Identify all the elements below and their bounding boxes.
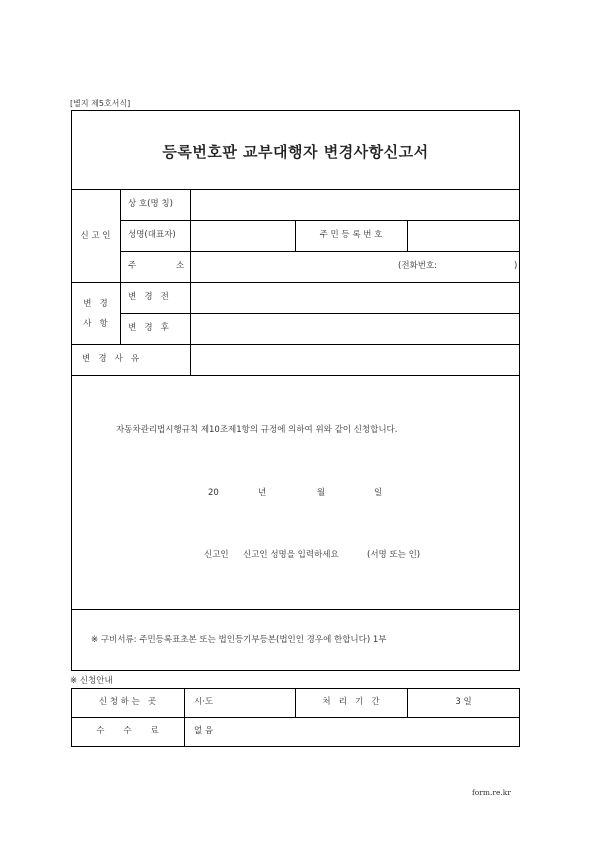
office-label: 신 청 하 는 곳 <box>98 697 157 707</box>
period-value: 3 일 <box>455 697 472 707</box>
address-field[interactable] <box>191 252 519 282</box>
phone-close: ) <box>514 261 518 271</box>
date-year-unit: 년 <box>258 488 267 498</box>
signer-name-field[interactable]: 신고인 성명을 입력하세요 <box>243 550 339 560</box>
date-day-unit: 일 <box>374 488 383 498</box>
fee-label: 수 수 료 <box>96 726 159 736</box>
phone-label: (전화번호: <box>398 261 438 271</box>
applicant-group-label: 신 고 인 <box>80 231 111 241</box>
form-number: [별지 제5호서식] <box>70 99 131 108</box>
company-name-label: 상 호(명 칭) <box>128 199 173 209</box>
resident-number-label: 주 민 등 록 번 호 <box>319 230 383 240</box>
change-reason-label: 변 경 사 유 <box>82 354 140 364</box>
before-change-label: 변 경 전 <box>128 292 169 302</box>
company-name-field[interactable] <box>191 190 519 220</box>
page-title: 등록번호판 교부대행자 변경사항신고서 <box>162 143 429 161</box>
row-divider <box>71 375 520 376</box>
before-change-field[interactable] <box>191 283 519 313</box>
office-value: 시·도 <box>194 697 214 707</box>
resident-number-field[interactable] <box>408 221 519 251</box>
after-change-label: 변 경 후 <box>128 323 169 333</box>
guide-heading: ※ 신청안내 <box>70 676 113 686</box>
representative-name-field[interactable] <box>191 221 294 251</box>
after-change-field[interactable] <box>191 314 519 344</box>
row-divider <box>71 717 520 718</box>
column-divider <box>120 189 121 344</box>
required-documents-note: ※ 구비서류: 주민등록표초본 또는 법인등기부등본(법인인 경우에 한합니다) 1부 <box>91 635 387 645</box>
date-year-prefix: 20 <box>208 488 219 498</box>
period-label: 처 리 기 간 <box>322 697 380 707</box>
change-group-label: 사 항 <box>83 319 108 329</box>
representative-name-label: 성명(대표자) <box>128 230 176 240</box>
signature-suffix: (서명 또는 인) <box>367 550 421 560</box>
column-divider <box>184 688 185 747</box>
fee-value: 없 음 <box>194 726 214 736</box>
change-group-label: 변 경 <box>83 299 108 309</box>
statement-text: 자동차관리법시행규칙 제10조제1항의 규정에 의하여 위와 같이 신청합니다. <box>116 425 398 435</box>
date-month-unit: 월 <box>317 488 326 498</box>
signer-label: 신고인 <box>204 550 229 560</box>
row-divider <box>71 609 520 610</box>
change-reason-field[interactable] <box>191 345 519 375</box>
address-label: 주 <box>128 261 137 271</box>
address-label: 소 <box>176 261 185 271</box>
footer-site: form.re.kr <box>472 788 511 797</box>
